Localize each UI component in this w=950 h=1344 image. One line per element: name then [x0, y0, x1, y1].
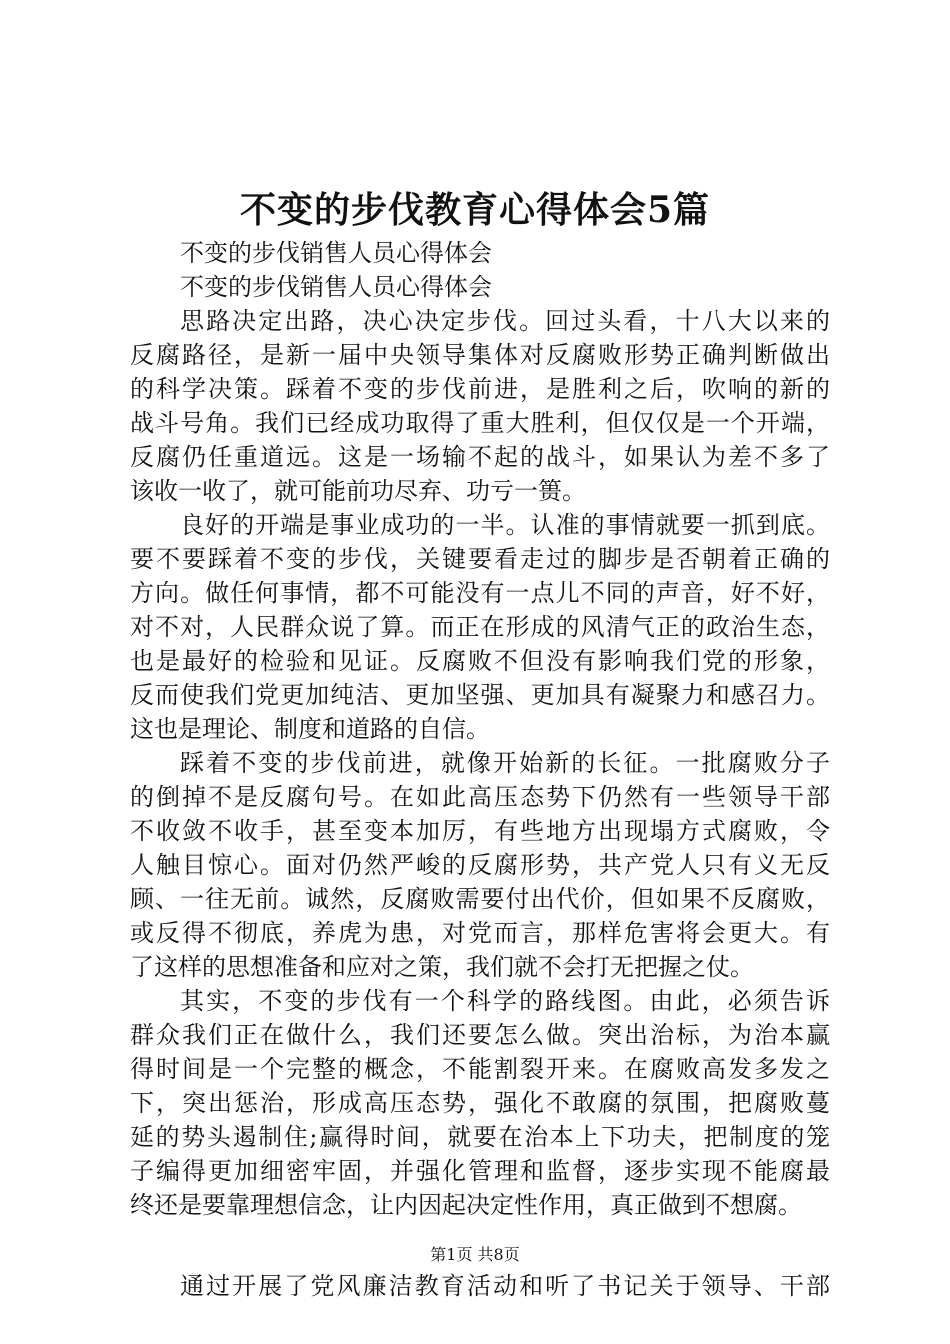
text-line: 战斗号角。我们已经成功取得了重大胜利，但仅仅是一个开端，	[130, 409, 830, 437]
text-line: 下，突出惩治，形成高压态势，强化不敢腐的氛围，把腐败蔓	[130, 1089, 830, 1117]
text-line: 踩着不变的步伐前进，就像开始新的长征。一批腐败分子	[180, 749, 830, 777]
text-line: 了这样的思想准备和应对之策，我们就不会打无把握之仗。	[130, 953, 754, 981]
text-line: 通过开展了党风廉洁教育活动和听了书记关于领导、干部	[180, 1272, 830, 1300]
text-line: 反而使我们党更加纯洁、更加坚强、更加具有凝聚力和感召力。	[130, 681, 830, 709]
text-line: 良好的开端是事业成功的一半。认准的事情就要一抓到底。	[180, 511, 830, 539]
text-line: 要不要踩着不变的步伐，关键要看走过的脚步是否朝着正确的	[130, 545, 830, 573]
text-line: 的倒掉不是反腐句号。在如此高压态势下仍然有一些领导干部	[130, 783, 830, 811]
text-line: 子编得更加细密牢固，并强化管理和监督，逐步实现不能腐最	[130, 1157, 830, 1185]
text-line: 终还是要靠理想信念，让内因起决定性作用，真正做到不想腐。	[130, 1191, 802, 1219]
document-title: 不变的步伐教育心得体会5篇	[239, 189, 711, 231]
text-line: 这也是理论、制度和道路的自信。	[130, 715, 490, 743]
text-line: 反腐路径，是新一届中央领导集体对反腐败形势正确判断做出	[130, 341, 830, 369]
text-line: 顾、一往无前。诚然，反腐败需要付出代价，但如果不反腐败，	[130, 885, 830, 913]
text-line: 对不对，人民群众说了算。而正在形成的风清气正的政治生态，	[130, 613, 830, 641]
document-body	[130, 236, 830, 1303]
text-line: 或反得不彻底，养虎为患，对党而言，那样危害将会更大。有	[130, 919, 830, 947]
text-line: 群众我们正在做什么，我们还要怎么做。突出治标，为治本赢	[130, 1021, 830, 1049]
text-line: 思路决定出路，决心决定步伐。回过头看，十八大以来的	[180, 307, 830, 335]
text-line: 其实，不变的步伐有一个科学的路线图。由此，必须告诉	[180, 987, 830, 1015]
text-line: 得时间是一个完整的概念，不能割裂开来。在腐败高发多发之	[130, 1055, 830, 1083]
text-line: 的科学决策。踩着不变的步伐前进，是胜利之后，吹响的新的	[130, 375, 830, 403]
text-line: 方向。做任何事情，都不可能没有一点儿不同的声音，好不好，	[130, 579, 830, 607]
text-line: 不变的步伐销售人员心得体会	[180, 239, 492, 267]
page-footer: 第1页 共8页	[430, 1245, 520, 1264]
text-line: 延的势头遏制住;赢得时间，就要在治本上下功夫，把制度的笼	[130, 1123, 830, 1151]
text-line: 不变的步伐销售人员心得体会	[180, 273, 492, 301]
text-line: 反腐仍任重道远。这是一场输不起的战斗，如果认为差不多了	[130, 443, 830, 471]
text-line: 该收一收了，就可能前功尽弃、功亏一篑。	[130, 477, 586, 505]
text-line: 也是最好的检验和见证。反腐败不但没有影响我们党的形象，	[130, 647, 830, 675]
text-line: 不收敛不收手，甚至变本加厉，有些地方出现塌方式腐败，令	[130, 817, 830, 845]
text-line: 人触目惊心。面对仍然严峻的反腐形势，共产党人只有义无反	[130, 851, 830, 879]
